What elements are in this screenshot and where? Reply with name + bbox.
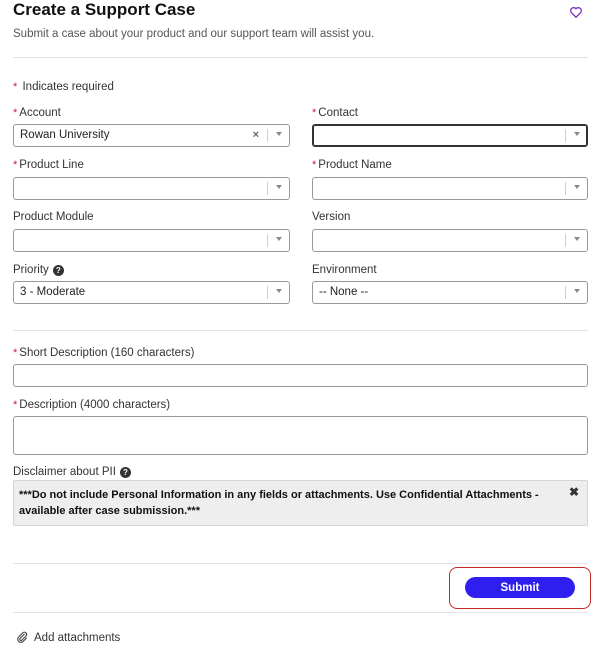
add-attachments-link[interactable] xyxy=(16,631,120,644)
clear-icon[interactable]: × xyxy=(252,129,259,141)
product-name-select[interactable] xyxy=(312,177,588,200)
version-select[interactable] xyxy=(312,229,588,252)
chevron-down-icon[interactable] xyxy=(276,185,282,189)
contact-label: * Contact xyxy=(312,107,358,119)
heart-icon[interactable] xyxy=(569,5,583,19)
priority-label: Priority ? xyxy=(13,264,64,276)
section-divider xyxy=(13,330,588,331)
account-label: * Account xyxy=(13,107,61,119)
footer-divider-top xyxy=(13,563,588,564)
product-line-label: * Product Line xyxy=(13,159,84,171)
environment-value: -- None -- xyxy=(319,286,369,298)
chevron-down-icon[interactable] xyxy=(574,185,580,189)
help-icon[interactable]: ? xyxy=(120,467,131,478)
header-divider xyxy=(13,57,588,58)
environment-label: Environment xyxy=(312,264,377,276)
paperclip-icon xyxy=(16,631,28,643)
version-label: Version xyxy=(312,211,351,223)
required-marker: * xyxy=(13,81,18,93)
short-description-input[interactable] xyxy=(13,364,588,387)
required-note-text: Indicates required xyxy=(22,81,114,93)
short-description-label: * Short Description (160 characters) xyxy=(13,347,195,359)
description-textarea[interactable] xyxy=(13,416,588,455)
priority-select[interactable] xyxy=(13,281,290,304)
submit-button[interactable]: Submit xyxy=(465,577,575,598)
product-line-select[interactable] xyxy=(13,177,290,200)
chevron-down-icon[interactable] xyxy=(574,132,580,136)
environment-select[interactable] xyxy=(312,281,588,304)
product-name-label: * Product Name xyxy=(312,159,392,171)
page-title: Create a Support Case xyxy=(13,0,196,19)
chevron-down-icon[interactable] xyxy=(276,132,282,136)
description-label: * Description (4000 characters) xyxy=(13,399,171,411)
contact-select[interactable] xyxy=(312,124,588,147)
disclaimer-label: Disclaimer about PII ? xyxy=(13,466,131,478)
add-attachments-label: Add attachments xyxy=(34,632,121,644)
account-value: Rowan University xyxy=(20,129,110,141)
close-icon[interactable]: ✖ xyxy=(568,485,579,499)
help-icon[interactable]: ? xyxy=(53,265,64,276)
chevron-down-icon[interactable] xyxy=(276,289,282,293)
chevron-down-icon[interactable] xyxy=(574,289,580,293)
disclaimer-text: ***Do not include Personal Information in any fields or attachments. Use Confidential Attachments - available after case submission.*** xyxy=(19,489,539,517)
chevron-down-icon[interactable] xyxy=(276,237,282,241)
required-note xyxy=(13,81,114,93)
product-module-select[interactable] xyxy=(13,229,290,252)
page-subtitle: Submit a case about your product and our support team will assist you. xyxy=(13,28,375,40)
footer-divider-bottom xyxy=(13,612,588,613)
priority-value: 3 - Moderate xyxy=(20,286,86,298)
disclaimer-box xyxy=(13,480,588,526)
product-module-label: Product Module xyxy=(13,211,94,223)
account-select[interactable] xyxy=(13,124,290,147)
chevron-down-icon[interactable] xyxy=(574,237,580,241)
